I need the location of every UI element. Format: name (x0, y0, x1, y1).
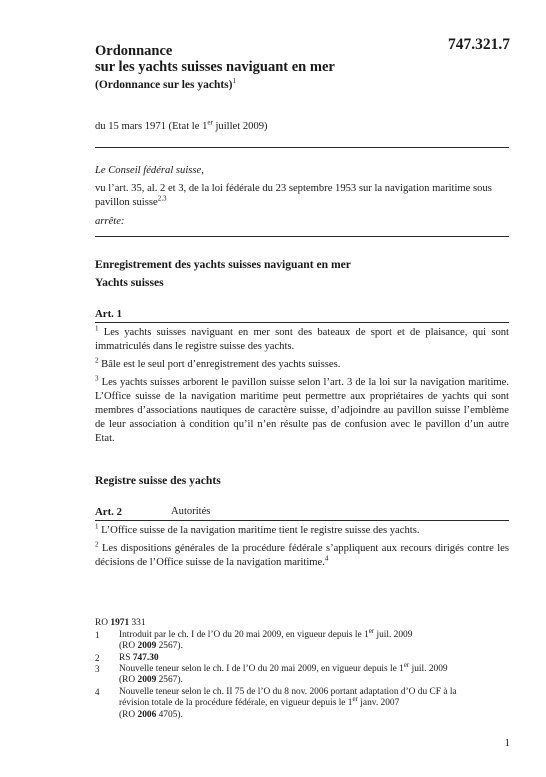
footnote-text: 2567). (156, 675, 183, 686)
preamble-vu (95, 182, 509, 210)
footnote-3-line-2 (119, 675, 509, 686)
footnote-2 (119, 653, 159, 664)
article-2-paragraph-2 (95, 542, 509, 570)
footnote-4-line-1: Nouvelle teneur selon le ch. II 75 de l’O du 8 nov. 2006 portant adaptation d’O du CF à la (119, 687, 457, 697)
date-text: du 15 mars 1971 (Etat le 1 (95, 121, 208, 132)
footnote-rs: 747.30 (132, 653, 159, 663)
footnote-text: (RO (119, 641, 138, 652)
short-title (95, 79, 236, 91)
paragraph-number: 2 (95, 540, 99, 549)
ro-reference (95, 618, 146, 629)
preamble-rule (95, 236, 509, 237)
footnote-sup: er (403, 660, 410, 669)
footnote-ref-year: 2006 (137, 709, 157, 720)
paragraph-number: 1 (95, 324, 99, 333)
page-number: 1 (504, 737, 510, 749)
footnote-text: 2567). (156, 641, 183, 652)
footnote-1-line-2 (119, 641, 509, 652)
article-1-title: Art. 1 (95, 308, 122, 320)
paragraph-number: 1 (95, 522, 99, 531)
ro-prefix: RO (95, 618, 111, 628)
footnote-text: juil. 2009 (409, 664, 448, 674)
subsection-heading: Yachts suisses (95, 276, 164, 289)
footnote-4-number: 4 (95, 687, 100, 697)
footnote-text: Introduit par le ch. I de l’O du 20 mai 2009, en vigueur depuis le 1 (119, 630, 369, 640)
footnote-1-line-1 (119, 626, 509, 641)
footnote-text: RS (119, 653, 133, 663)
footnote-4-line-3 (119, 710, 519, 721)
date-tail: juillet 2009) (212, 121, 268, 132)
title-line-2: sur les yachts suisses naviguant en mer (95, 59, 335, 75)
article-2-paragraph-1 (95, 524, 509, 538)
footnote-4-line-2 (119, 695, 519, 709)
ro-year: 1971 (110, 618, 130, 628)
footnote-text: (RO (119, 709, 138, 720)
footnote-text: 4705). (156, 709, 183, 720)
date-line (95, 118, 268, 132)
document-number: 747.321.7 (448, 36, 510, 53)
paragraph-number: 2 (95, 356, 99, 365)
paragraph-number: 3 (95, 374, 99, 383)
ro-page: 331 (129, 618, 146, 628)
footnote-1-number: 1 (95, 630, 100, 640)
article-2-rule (95, 520, 509, 521)
footnote-text: (RO (119, 675, 138, 686)
footnote-text: révision totale de la procédure fédérale, en vigueur depuis le 1 (119, 698, 353, 709)
footnote-ref: 4 (324, 554, 329, 563)
article-2-title: Art. 2 (95, 506, 122, 518)
article-1-rule (95, 322, 509, 323)
footnote-ref: 2,3 (157, 194, 167, 203)
section-heading: Registre suisse des yachts (95, 474, 221, 487)
footnote-3 (119, 660, 509, 687)
preamble-vu-text: vu l’art. 35, al. 2 et 3, de la loi fédérale du 23 septembre 1953 sur la navigation maritime sous pavillon suisse (95, 183, 492, 208)
footnote-text: janv. 2007 (357, 698, 400, 709)
footnote-sup: er (352, 695, 358, 704)
short-title-text: (Ordonnance sur les yachts) (95, 79, 233, 91)
article-1-paragraph-3 (95, 376, 509, 446)
paragraph-text: Bâle est le seul port d’enregistrement des yachts suisses. (101, 359, 341, 370)
footnote-3-line-1 (119, 660, 509, 675)
section-heading: Enregistrement des yachts suisses naviguant en mer (95, 258, 351, 271)
footnote-text: juil. 2009 (374, 630, 413, 640)
footnote-3-number: 3 (95, 664, 100, 674)
paragraph-text: Les dispositions générales de la procédure fédérale s’appliquent aux recours dirigés contre les décisions de l’Office suisse de la navigation maritime. (95, 543, 509, 568)
footnote-1 (119, 626, 509, 653)
paragraph-text: L’Office suisse de la navigation maritime tient le registre suisse des yachts. (101, 525, 420, 536)
footnote-ref-year: 2009 (137, 641, 157, 652)
title-line-1: Ordonnance (95, 43, 173, 59)
preamble-arrete: arrête: (95, 216, 125, 227)
footnote-2-number: 2 (95, 653, 100, 663)
paragraph-text: Les yachts suisses arborent le pavillon suisse selon l’art. 3 de la loi sur la navigation maritime. L’Office suisse de la navigation maritime peut permettre aux propriétaires de yachts qui sont membres d’associations nautiques de caractère suisse, d’adjoindre au pavillon suisse l’emblème de leur association à condition qu’il n’en résulte pas de confusion avec le pavillon d’un autre Etat. (95, 377, 509, 444)
article-1-paragraph-1 (95, 326, 509, 354)
paragraph-text: Les yachts suisses naviguant en mer sont des bateaux de sport et de plaisance, qui sont immatriculés dans le registre suisse des yachts. (95, 327, 509, 352)
footnote-ref: 1 (232, 77, 236, 86)
header-rule (95, 147, 509, 148)
article-2-label: Autorités (171, 506, 211, 517)
footnote-sup: er (368, 626, 375, 635)
footnote-ref-year: 2009 (137, 675, 157, 686)
preamble-conseil: Le Conseil fédéral suisse, (95, 165, 204, 176)
article-1-paragraph-2 (95, 358, 509, 372)
footnote-4 (119, 687, 519, 721)
footnote-text: Nouvelle teneur selon le ch. I de l’O du 20 mai 2009, en vigueur depuis le 1 (119, 664, 404, 674)
date-sup: er (207, 118, 213, 127)
